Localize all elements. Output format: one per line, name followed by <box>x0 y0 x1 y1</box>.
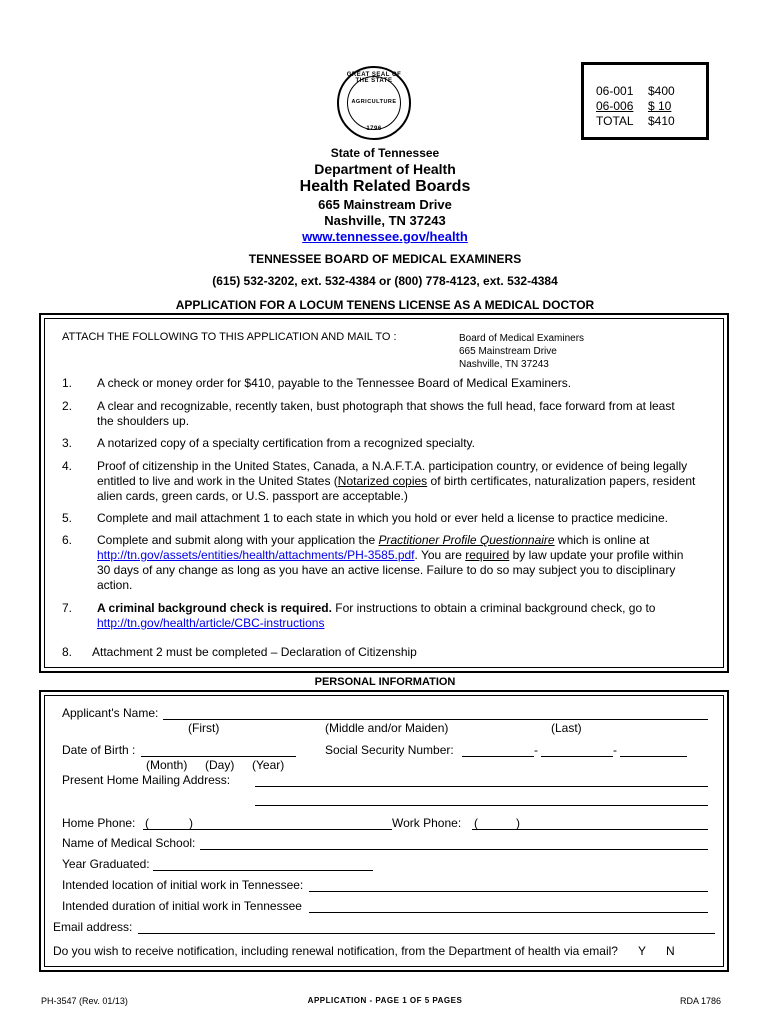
profile-questionnaire-title: Practitioner Profile Questionnaire <box>378 533 555 547</box>
ssn-part3-input[interactable] <box>620 756 687 757</box>
ssn-label: Social Security Number: <box>325 743 454 757</box>
item-number: 8. <box>62 645 73 659</box>
intended-location-label: Intended location of initial work in Tennessee: <box>62 878 304 892</box>
item-text-bold: A criminal background check is required. <box>97 601 332 615</box>
work-phone-label: Work Phone: <box>392 816 462 830</box>
item-text-underlined: Notarized copies <box>337 474 428 488</box>
home-area-close-paren: ) <box>189 816 193 830</box>
home-phone-label: Home Phone: <box>62 816 136 830</box>
item-text <box>97 601 655 616</box>
board-title: TENNESSEE BOARD OF MEDICAL EXAMINERS <box>248 252 522 266</box>
fee-box <box>581 62 709 140</box>
item-text: the shoulders up. <box>97 414 190 428</box>
item-text-underlined: required <box>465 548 510 562</box>
work-phone-input[interactable] <box>472 829 708 830</box>
item-number: 3. <box>62 436 73 450</box>
item-number: 2. <box>62 399 73 413</box>
mail-line: Board of Medical Examiners <box>459 333 585 344</box>
item-text-part: Complete and submit along with your application the <box>97 533 379 547</box>
item-text: Complete and mail attachment 1 to each state in which you hold or ever held a license to practice medicine. <box>97 511 668 525</box>
profile-questionnaire-link[interactable]: http://tn.gov/assets/entities/health/attachments/PH-3585.pdf <box>97 548 415 562</box>
state-name: State of Tennessee <box>330 146 440 160</box>
state-seal-icon <box>337 66 411 140</box>
year-caption: (Year) <box>252 758 285 772</box>
item-text-part: by law update your profile within <box>509 548 684 562</box>
item-text: Proof of citizenship in the United States, Canada, a N.A.F.T.A. participation country, or evidence of being legally <box>97 459 688 473</box>
email-label: Email address: <box>53 920 133 934</box>
item-text-part: of birth certificates, naturalization papers, resident <box>427 474 696 488</box>
notify-yes-option[interactable]: Y <box>638 944 647 958</box>
medical-school-input[interactable] <box>200 849 708 850</box>
fee-row <box>596 114 706 129</box>
page-indicator: APPLICATION - PAGE 1 OF 5 PAGES <box>307 996 463 1005</box>
fee-amount: $400 <box>648 84 675 98</box>
item-text: A clear and recognizable, recently taken, bust photograph that shows the full head, face forward from at least <box>97 399 675 413</box>
applicant-name-label: Applicant's Name: <box>62 706 159 720</box>
seal-bottom-text: 1796 <box>366 126 382 132</box>
mailing-address-input-line1[interactable] <box>255 786 708 787</box>
intended-duration-label: Intended duration of initial work in Tennessee <box>62 899 302 913</box>
website-link[interactable]: www.tennessee.gov/health <box>302 229 468 244</box>
form-title: APPLICATION FOR A LOCUM TENENS LICENSE AS A MEDICAL DOCTOR <box>175 298 595 312</box>
city-address: Nashville, TN 37243 <box>324 213 446 228</box>
item-text <box>97 474 695 489</box>
fee-code: 06-006 <box>596 99 634 113</box>
fee-code: 06-001 <box>596 84 634 98</box>
department-name: Department of Health <box>314 161 456 177</box>
first-name-caption: (First) <box>188 721 220 735</box>
personal-info-heading: PERSONAL INFORMATION <box>314 676 456 688</box>
fee-row <box>596 84 706 99</box>
attach-instruction: ATTACH THE FOLLOWING TO THIS APPLICATION AND MAIL TO : <box>62 331 397 343</box>
phone-numbers: (615) 532-3202, ext. 532-4384 or (800) 778-4123, ext. 532-4384 <box>212 274 558 288</box>
applicant-name-input[interactable] <box>163 719 708 720</box>
mailing-address-input-line2[interactable] <box>255 805 708 806</box>
year-graduated-label: Year Graduated: <box>62 857 150 871</box>
item-text-part: For instructions to obtain a criminal background check, go to <box>331 601 656 615</box>
boards-name: Health Related Boards <box>299 178 471 195</box>
ssn-part2-input[interactable] <box>541 756 613 757</box>
seal-top-text: GREAT SEAL OF THE STATE <box>346 72 402 84</box>
item-text: action. <box>97 578 133 592</box>
work-area-open-paren: ( <box>474 816 478 830</box>
dob-input[interactable] <box>141 756 296 757</box>
ssn-dash: - <box>613 743 617 757</box>
item-text: 30 days of any change as long as you have an active license. Failure to do so may subject you to disciplinary <box>97 563 676 577</box>
month-caption: (Month) <box>146 758 188 772</box>
year-graduated-input[interactable] <box>153 870 373 871</box>
cbc-instructions-link[interactable]: http://tn.gov/health/article/CBC-instructions <box>97 616 325 630</box>
fee-amount: $410 <box>648 114 675 128</box>
item-text: A check or money order for $410, payable to the Tennessee Board of Medical Examiners. <box>97 376 572 390</box>
item-text: Attachment 2 must be completed – Declaration of Citizenship <box>92 645 417 659</box>
item-number: 7. <box>62 601 73 615</box>
item-number: 4. <box>62 459 73 473</box>
day-caption: (Day) <box>205 758 235 772</box>
ssn-part1-input[interactable] <box>462 756 534 757</box>
home-phone-input[interactable] <box>143 829 392 830</box>
fee-row <box>596 99 706 114</box>
item-number: 1. <box>62 376 73 390</box>
last-name-caption: (Last) <box>551 721 582 735</box>
notification-question: Do you wish to receive notification, including renewal notification, from the Department of health via email? <box>53 944 618 958</box>
item-text-part: entitled to live and work in the United States ( <box>97 474 338 488</box>
work-area-close-paren: ) <box>516 816 520 830</box>
notify-no-option[interactable]: N <box>666 944 675 958</box>
item-text-part: which is online at <box>554 533 650 547</box>
mail-address <box>459 332 584 371</box>
item-number: 6. <box>62 533 73 547</box>
intended-duration-input[interactable] <box>309 912 708 913</box>
ssn-dash: - <box>534 743 538 757</box>
street-address: 665 Mainstream Drive <box>318 197 452 212</box>
rda-number: RDA 1786 <box>680 996 722 1006</box>
item-number: 5. <box>62 511 73 525</box>
mail-line: Nashville, TN 37243 <box>459 359 549 370</box>
intended-location-input[interactable] <box>309 891 708 892</box>
item-text: alien cards, green cards, or U.S. passport are acceptable.) <box>97 489 408 503</box>
item-text: A notarized copy of a specialty certification from a recognized specialty. <box>97 436 475 450</box>
seal-middle-text: AGRICULTURE <box>351 99 397 105</box>
item-text-part: . You are <box>414 548 466 562</box>
fee-amount: $ 10 <box>648 99 672 113</box>
mailing-address-label: Present Home Mailing Address: <box>62 773 231 787</box>
email-input[interactable] <box>138 933 715 934</box>
fee-code: TOTAL <box>596 114 634 128</box>
medical-school-label: Name of Medical School: <box>62 836 196 850</box>
item-text <box>97 548 683 563</box>
form-number: PH-3547 (Rev. 01/13) <box>41 996 128 1006</box>
middle-name-caption: (Middle and/or Maiden) <box>325 721 449 735</box>
personal-info-inner-frame <box>44 695 724 967</box>
mail-line: 665 Mainstream Drive <box>459 346 557 357</box>
dob-label: Date of Birth : <box>62 743 136 757</box>
item-text <box>97 533 649 548</box>
home-area-open-paren: ( <box>145 816 149 830</box>
